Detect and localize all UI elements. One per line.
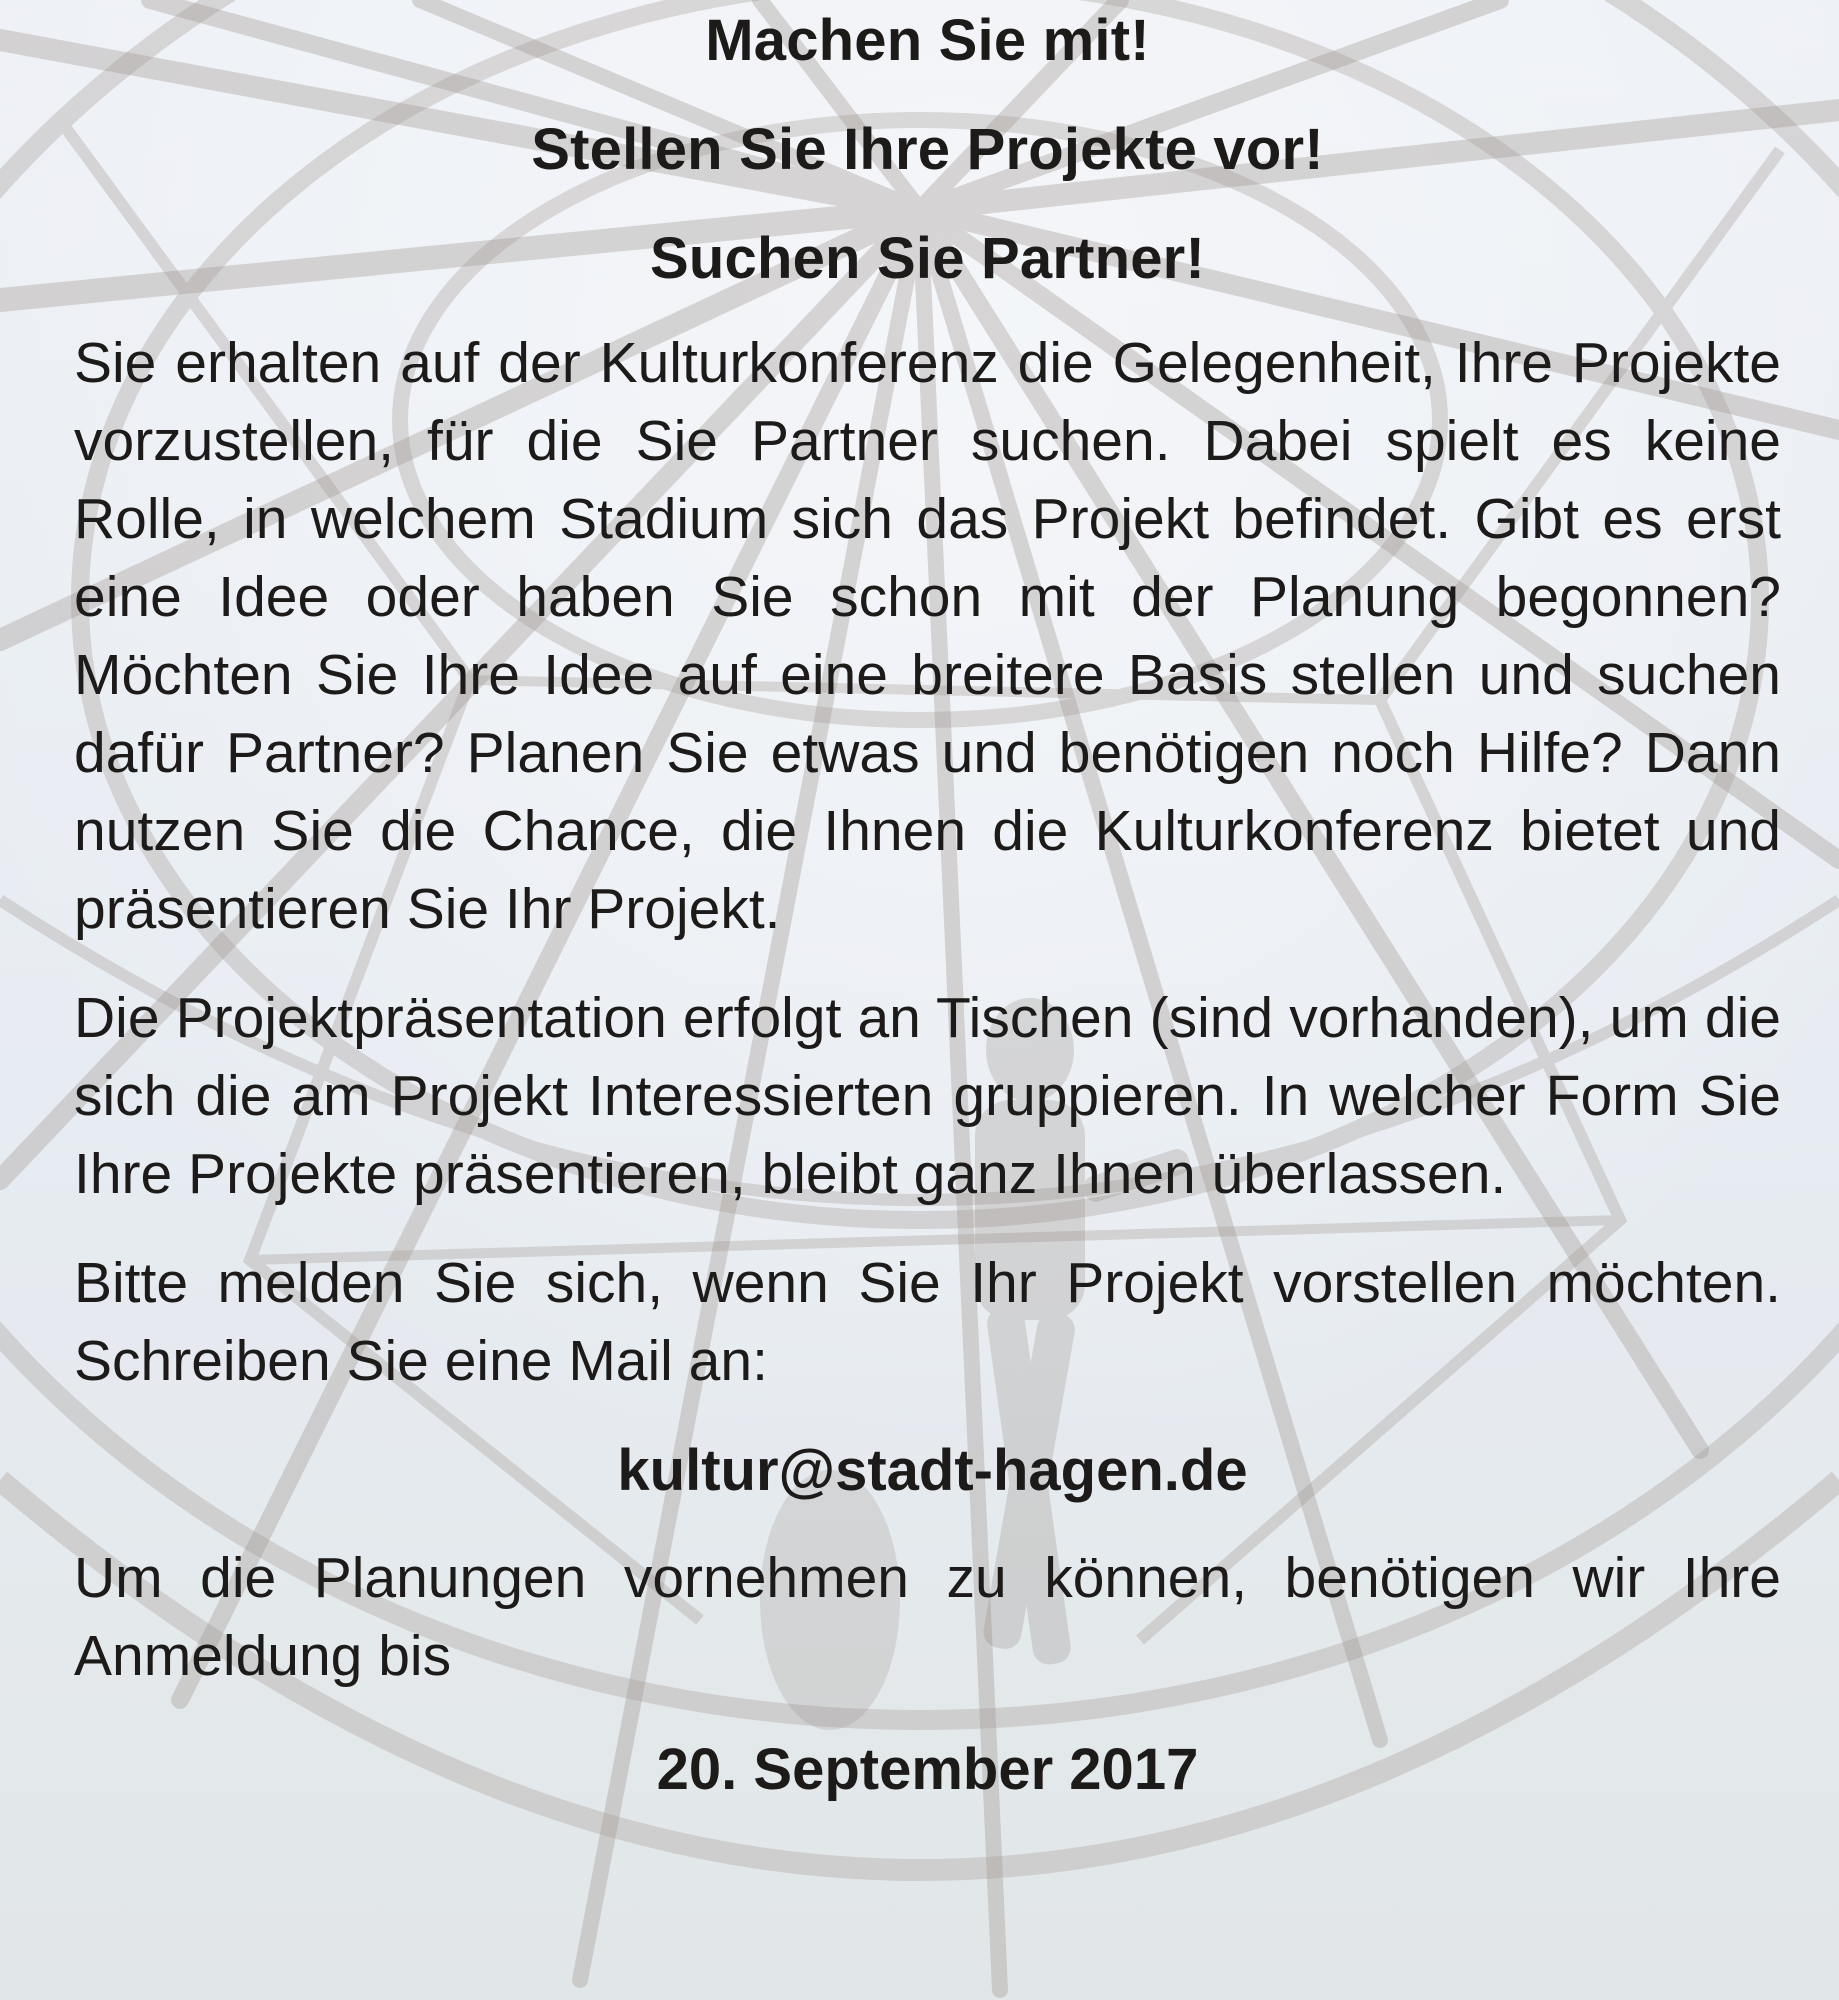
- contact-email-link[interactable]: kultur@stadt-hagen.de: [617, 1438, 1248, 1503]
- intro-paragraph: Sie erhalten auf der Kulturkonferenz die Gelegenheit, Ihre Projekte vorzustellen, für die Sie Partner suchen. Dabei spielt es keine Rolle, in welchem Stadium sich das Projekt befindet. Gibt es erst eine Idee oder haben Sie schon mit der Planung begonnen? Möchten Sie Ihre Idee auf eine breitere Basis stellen und suchen dafür Partner? Planen Sie etwas und benötigen noch Hilfe? Dann nutzen Sie die Chance, die Ihnen die Kulturkonferenz bietet und präsentieren Sie Ihr Projekt.: [74, 331, 1781, 941]
- contact-paragraph: Bitte melden Sie sich, wenn Sie Ihr Projekt vorstellen möchten. Schreiben Sie eine Mail an:: [74, 1251, 1781, 1393]
- presentation-paragraph: Die Projektpräsentation erfolgt an Tischen (sind vorhanden), um die sich die am Projekt Interessierten gruppieren. In welcher Form Sie Ihre Projekte präsentieren, bleibt ganz Ihnen überlassen.: [74, 986, 1781, 1206]
- registration-deadline: 20. September 2017: [656, 1737, 1199, 1802]
- headline-present-projects: Stellen Sie Ihre Projekte vor!: [531, 117, 1324, 182]
- headline-join-in: Machen Sie mit!: [705, 8, 1150, 73]
- headline-find-partners: Suchen Sie Partner!: [650, 226, 1205, 291]
- registration-paragraph: Um die Planungen vornehmen zu können, benötigen wir Ihre Anmeldung bis: [74, 1546, 1781, 1688]
